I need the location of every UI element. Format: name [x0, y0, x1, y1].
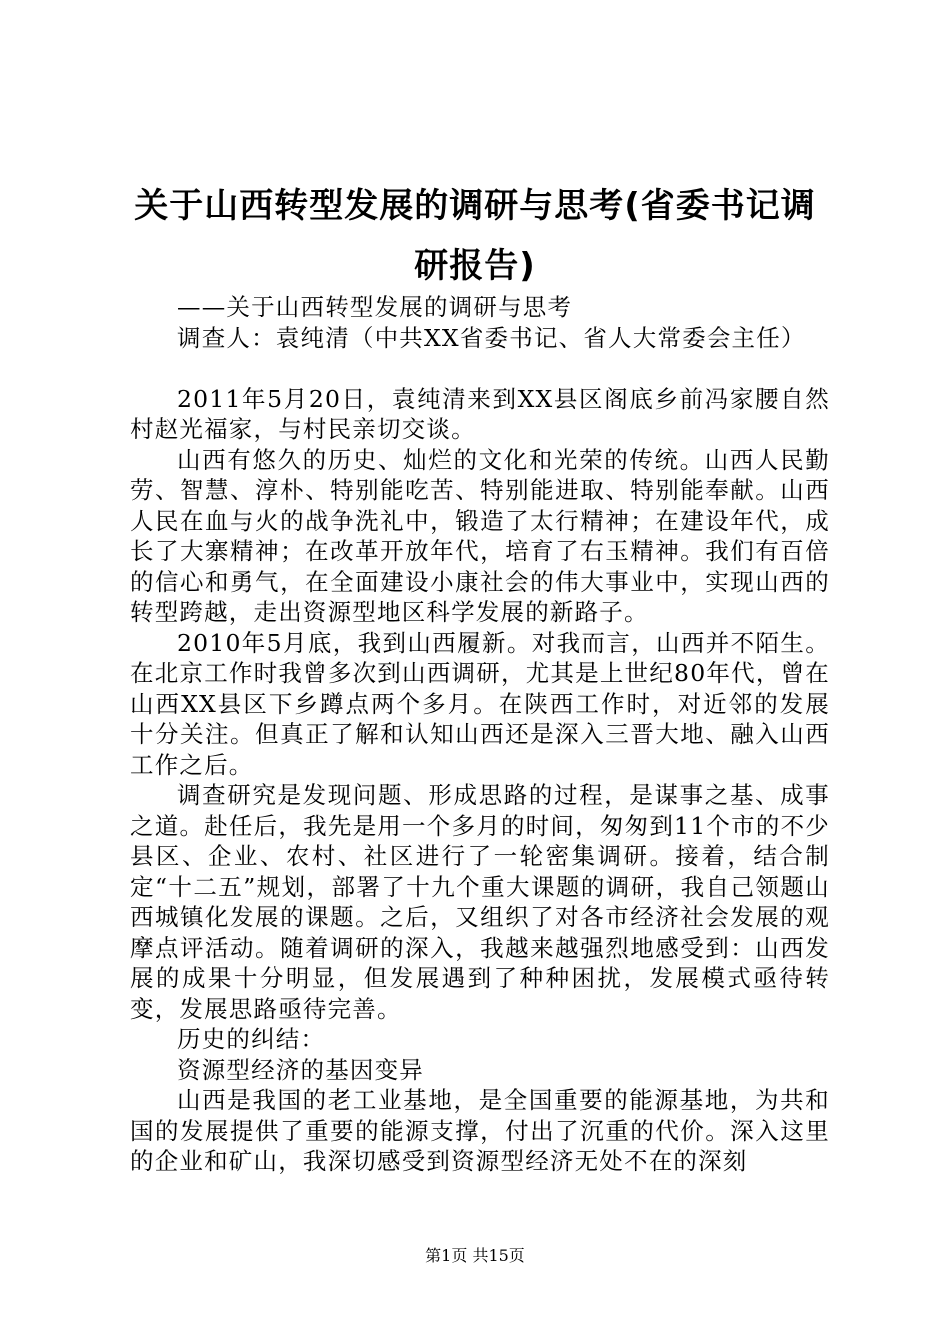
investigator-line: 调查人：袁纯清（中共XX省委书记、省人大常委会主任） — [177, 323, 806, 352]
section-heading: 历史的纠结： — [177, 1025, 326, 1053]
paragraph: 调查研究是发现问题、形成思路的过程，是谋事之基、成事之道。赴任后，我先是用一个多月的时间，匆匆到11个市的不少县区、企业、农村、社区进行了一轮密集调研。接着，结合制定“十二五”规划，部署了十九个重大课题的调研，我自己领题山西城镇化发展的课题。之后，又组织了对各市经济社会发展的观摩点评活动。随着调研的深入，我越来越强烈地感受到：山西发展的成果十分明显，但发展遇到了种种困扰，发展模式亟待转变，发展思路亟待完善。 — [130, 781, 830, 1023]
paragraph: 山西是我国的老工业基地，是全国重要的能源基地，为共和国的发展提供了重要的能源支撑，付出了沉重的代价。深入这里的企业和矿山，我深切感受到资源型经济无处不在的深刻 — [130, 1086, 830, 1175]
section-subheading: 资源型经济的基因变异 — [177, 1055, 424, 1084]
blank-line — [130, 353, 830, 384]
paragraph: 山西有悠久的历史、灿烂的文化和光荣的传统。山西人民勤劳、智慧、淳朴、特别能吃苦、特别能进取、特别能奉献。山西人民在血与火的战争洗礼中，锻造了太行精神；在建设年代，成长了大寨精神；在改革开放年代，培育了右玉精神。我们有百倍的信心和勇气，在全面建设小康社会的伟大事业中，实现山西的转型跨越，走出资源型地区科学发展的新路子。 — [130, 445, 830, 626]
document-body — [130, 292, 830, 1177]
paragraph: 2010年5月底，我到山西履新。对我而言，山西并不陌生。在北京工作时我曾多次到山西调研，尤其是上世纪80年代，曾在山西XX县区下乡蹲点两个多月。在陕西工作时，对近邻的发展十分关注。但真正了解和认知山西还是深入三晋大地、融入山西工作之后。 — [130, 628, 830, 779]
subtitle-line: ——关于山西转型发展的调研与思考 — [177, 293, 573, 321]
paragraph: 2011年5月20日，袁纯清来到XX县区阁底乡前冯家腰自然村赵光福家，与村民亲切交谈。 — [130, 384, 830, 443]
document-title: 关于山西转型发展的调研与思考(省委书记调研报告) — [134, 186, 816, 286]
page-footer: 第1页 共15页 — [425, 1246, 525, 1265]
